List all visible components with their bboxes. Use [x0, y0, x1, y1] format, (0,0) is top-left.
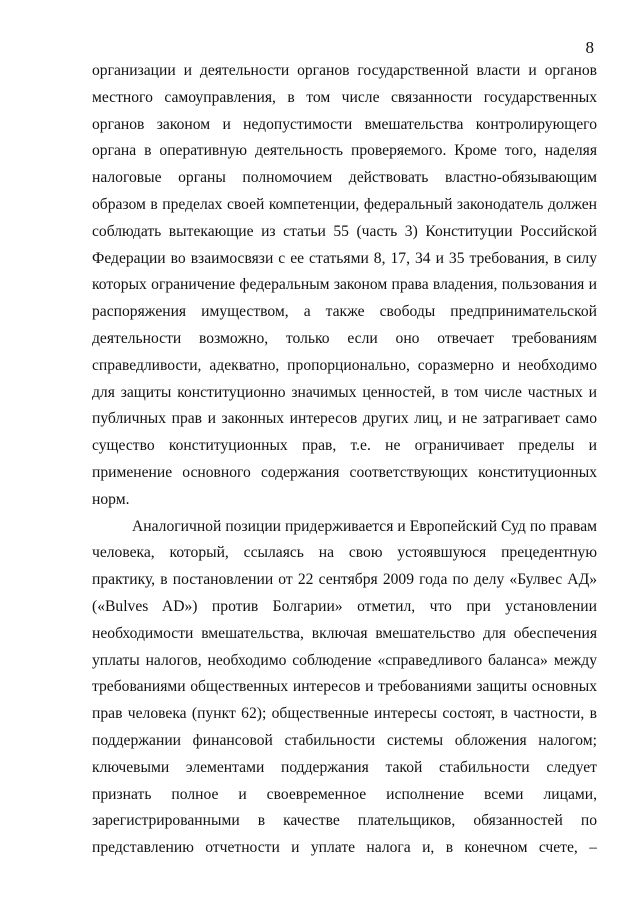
text-line: прав человека (пункт 62); общественные интересы состоят, в частности, в [92, 705, 597, 723]
text-line: практику, в постановлении от 22 сентября 2009 года по делу «Булвес АД» [92, 571, 597, 589]
text-line: организации и деятельности органов государственной власти и органов [92, 62, 597, 79]
text-line: человека, который, ссылаясь на свою устоявшуюся прецедентную [92, 544, 597, 562]
text-line: для защиты конституционно значимых ценностей, в том числе частных и [92, 383, 597, 401]
text-line: местного самоуправления, в том числе связанности государственных [92, 88, 597, 106]
paragraph-1 [92, 58, 597, 514]
text-line: соблюдать вытекающие из статьи 55 (часть 3) Конституции Российской [92, 222, 597, 240]
text-line: ключевыми элементами поддержания такой стабильности следует [92, 758, 597, 776]
text-line: справедливости, адекватно, пропорционально, соразмерно и необходимо [92, 356, 597, 374]
text-line: распоряжения имуществом, а также свободы предпринимательской [92, 303, 597, 321]
text-line: существо конституционных прав, т.е. не ограничивает пределы и [92, 437, 597, 455]
text-line: поддержании финансовой стабильности системы обложения налогом; [92, 731, 597, 749]
page-number: 8 [585, 38, 594, 57]
text-line: Федерации во взаимосвязи с ее статьями 8, 17, 34 и 35 требования, в силу [92, 249, 597, 267]
text-line: представлению отчетности и уплате налога и, в конечном счете, – [92, 839, 597, 857]
text-line: необходимости вмешательства, включая вмешательство для обеспечения [92, 624, 597, 642]
text-line: органов законом и недопустимости вмешательства контролирующего [92, 115, 597, 133]
text-line: Аналогичной позиции придерживается и Европейский Суд по правам [132, 517, 597, 535]
text-line: деятельности возможно, только если оно отвечает требованиям [92, 329, 597, 347]
text-line: органа в оперативную деятельность проверяемого. Кроме того, наделяя [92, 142, 597, 160]
text-line: требованиями общественных интересов и требованиями защиты основных [92, 678, 597, 696]
text-line: признать полное и своевременное исполнение всеми лицами, [92, 785, 597, 803]
text-line: норм. [92, 490, 130, 508]
document-body [92, 58, 597, 862]
text-line: которых ограничение федеральным законом права владения, пользования и [92, 276, 597, 294]
text-line: зарегистрированными в качестве плательщиков, обязанностей по [92, 812, 597, 830]
text-line: публичных прав и законных интересов других лиц, и не затрагивает само [92, 410, 597, 428]
text-line: налоговые органы полномочием действовать властно-обязывающим [92, 169, 597, 187]
text-line: уплаты налогов, необходимо соблюдение «справедливого баланса» между [92, 651, 597, 669]
text-line: применение основного содержания соответствующих конституционных [92, 463, 597, 481]
text-line: образом в пределах своей компетенции, федеральный законодатель должен [92, 195, 597, 213]
text-line: («Bulves AD») против Болгарии» отметил, что при установлении [92, 597, 597, 615]
paragraph-2 [92, 514, 597, 862]
